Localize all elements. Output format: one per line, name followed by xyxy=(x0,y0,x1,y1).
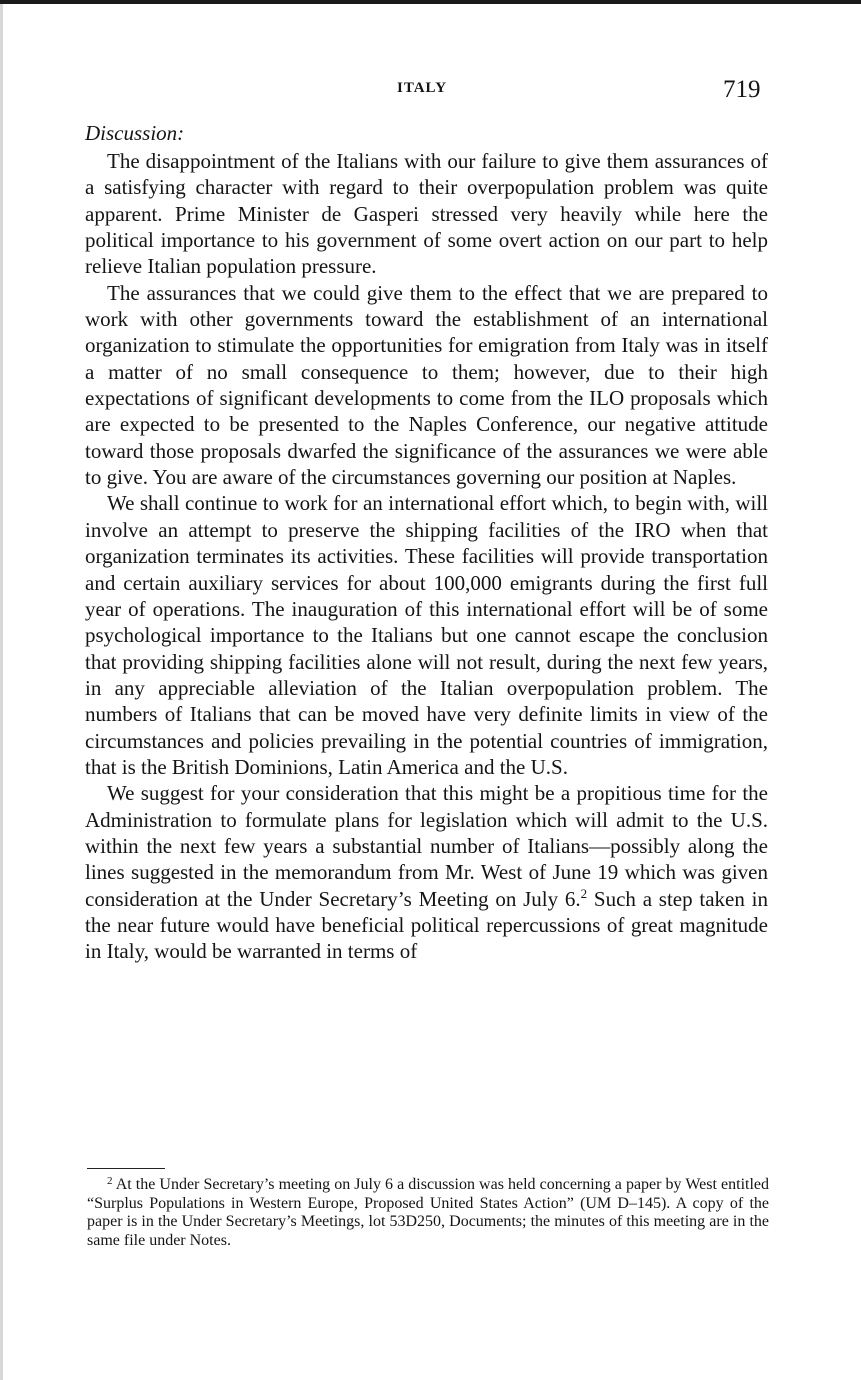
running-title: ITALY xyxy=(397,80,448,96)
footnote-rule xyxy=(87,1168,165,1169)
paragraph: The disappointment of the Italians with our failure to give them assurances of a satisfying character with regard to their overpopulation problem was quite apparent. Prime Minister de Gasperi stressed very heavily while here the political importance to his government of some overt action on our part to help relieve Italian population pressure. xyxy=(85,149,768,279)
page-top-border xyxy=(0,0,861,4)
page-number: 719 xyxy=(723,76,761,103)
discussion-section xyxy=(85,120,768,965)
footnote-reference: 2 xyxy=(580,885,588,901)
paragraph-text: Such a step taken in the near future would have beneficial political repercussions of great magnitude in Italy, would be warranted in terms of xyxy=(85,886,768,964)
footnote-text: At the Under Secretary’s meeting on July 6 a discussion was held concerning a paper by West entitled “Surplus Populations in Western Europe, Proposed United States Action” (UM D–145). A copy of the paper is in the Under Secretary’s Meetings, lot 53D250, Documents; the minutes of this meeting are in the same file under Notes. xyxy=(87,1176,769,1249)
paragraph xyxy=(85,780,768,964)
paragraph-text: We suggest for your consideration that this might be a propitious time for the Administration to formulate plans for legislation which will admit to the U.S. within the next few years a substantial number of Italians—possibly along the lines suggested in the memorandum from Mr. West of June 19 which was given consideration at the Under Secretary’s Meeting on July 6. xyxy=(85,781,768,911)
paragraph: We shall continue to work for an international effort which, to begin with, will involve an attempt to preserve the shipping facilities of the IRO when that organization terminates its activities. These facilities will provide transportation and certain auxiliary services for about 100,000 emigrants during the first full year of operations. The inauguration of this international effort will be of some psychological importance to the Italians but one cannot escape the conclusion that providing shipping facilities alone will not result, during the next few years, in any appreciable alleviation of the Italian overpopulation problem. The numbers of Italians that can be moved have very definite limits in view of the circumstances and policies prevailing in the potential countries of immigration, that is the British Dominions, Latin America and the U.S. xyxy=(85,491,768,779)
footnote-mark: 2 xyxy=(107,1175,113,1187)
section-heading: Discussion: xyxy=(85,121,185,145)
running-header xyxy=(0,76,861,106)
footnote xyxy=(87,1176,769,1250)
page-left-edge xyxy=(0,4,3,1380)
paragraph: The assurances that we could give them to the effect that we are prepared to work with other governments toward the establishment of an international organization to stimulate the opportunities for emigration from Italy was in itself a matter of no small consequence to them; however, due to their high expectations of significant developments to come from the ILO proposals which are expected to be presented to the Naples Conference, our negative attitude toward those proposals dwarfed the significance of the assurances we were able to give. You are aware of the circumstances governing our position at Naples. xyxy=(85,280,768,490)
